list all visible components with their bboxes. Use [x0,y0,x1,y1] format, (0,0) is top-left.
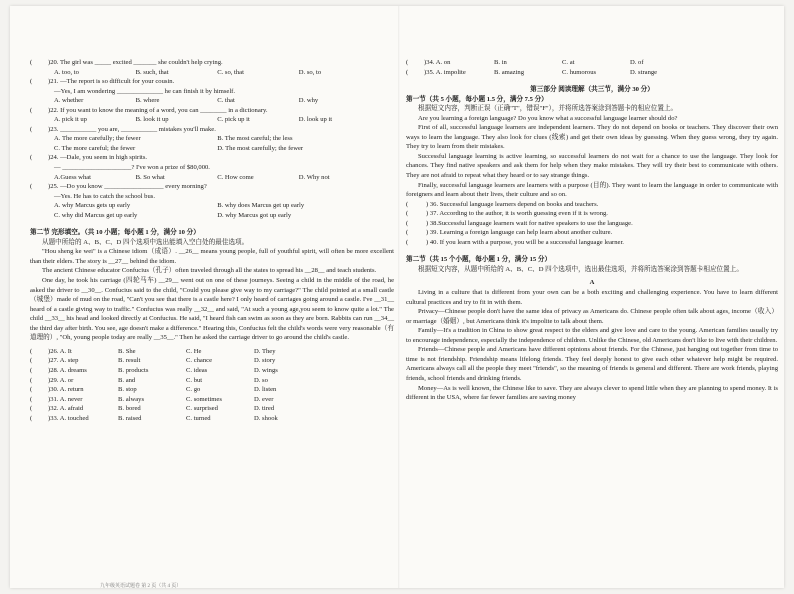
cloze-options [30,347,394,423]
option: A. The more carefully; the fewer [54,135,141,143]
right-column [406,58,778,403]
tf-item [406,238,778,248]
cloze-option-row [406,58,778,68]
passage-a-label: A [589,279,595,287]
cloze-option-row [30,404,394,414]
cloze-option-row [30,356,394,366]
answer-paren: ( [406,238,409,246]
option: C. How come [217,173,254,181]
option-a: )30. A. return [48,386,84,394]
cloze-paragraph: "Hou sheng ke wei" is a Chinese idiom（成语）. __26__ means young people, full of youthful spirit, will often be more excellent than their elders. The story is __27__ behind the idiom. [30,248,394,265]
answer-paren: ( [30,78,33,86]
option-c: C. ideas [186,366,208,374]
mc-question [30,77,394,87]
question-stem: )20. The girl was _____ excited _______ she couldn't help crying. [48,59,223,66]
mc-question [30,125,394,135]
tf-statement: ) 37. According to the author, it is worth guessing even if it is wrong. [426,210,608,218]
answer-paren: ( [30,414,33,422]
mc-question [30,58,394,68]
option-d: D. ever [254,395,274,403]
option-a: )27. A. step [48,357,79,365]
tf-item [406,209,778,219]
option: A. too, to [54,68,79,76]
passage-paragraph: Finally, successful language learners are learners with a purpose (目的). They want to learn the language in order to communicate with foreigners and learn about their lives, their culture and so on. [406,181,778,199]
option: B. The most careful; the less [217,135,293,143]
option-d: D. tired [254,405,275,413]
option-d: D. wings [254,366,278,374]
option-row [30,134,394,144]
option-d: D. strange [630,68,658,76]
section2-title: 第二节 完形填空。（共 10 小题；每小题 1 分，满分 10 分） [30,229,200,237]
option: B. So what [135,173,165,181]
option-a: )35. A. impolite [424,68,466,76]
passage-paragraph: Living in a culture that is different from your own can be a both exciting and challenging experience. You have to learn different cultural practices and try to fit in with them. [406,289,778,306]
option-b: B. amazing [494,68,525,76]
option-d: D. of [630,59,644,66]
option-d: D. so [254,376,268,384]
option: C. so, that [217,68,244,76]
cloze-paragraph: One day, he took his carriage (四轮马车) __29__ went out on one of these journeys. Seeing a child in the middle of the road, he asked the driver to __30__. Confucius said to the child, "Could you please give way to my carriage?" The child pointed at a small castle （城堡）made of mud on the road, "Can't you see that there is a castle here? I only heard of carriages going around a castle. I've __31__ heard of a castle giving way to traffic." Confucius was really __32__ and said, "At such a young age,you seem to know quite a lot." The child __33__ his head and looked directly at Confucius. He said, "I heard fish can swim as soon as they are born. Rabbits can run __34__ the third day after birth. You see, age doesn't make a difference." Hearing this, Confucius felt the child's words were very reasonable（有道理的）, "Oh, young people today are really __35__." Then he asked the carriage driver to go around the child's castle. [30,277,394,342]
option: B. why does Marcus get up early [217,202,305,210]
option-d: D. listen [254,386,277,394]
mc-question [30,182,394,192]
option-a: )26. A. It [48,347,72,355]
option-d: D. story [254,357,276,365]
option-c: C. humorous [562,68,597,76]
answer-paren: ( [406,59,409,66]
option: D. The most carefully; the fewer [217,144,304,152]
option-b: B. She [118,347,136,355]
question-stem: )23. ___________ you are, ___________ mistakes you'll make. [48,125,216,133]
option: C. The more careful; the fewer [54,144,136,152]
option: C. why did Marcus get up early [54,211,138,219]
option-b: B. in [494,59,507,66]
tf-statement: ) 38.Successful language learners wait for native speakers to use the language. [426,219,633,227]
true-false-items [406,200,778,248]
option-c: C. sometimes [186,395,222,403]
mc-question [30,153,394,163]
option-row [30,144,394,154]
option-row [30,201,394,211]
passage-paragraph: First of all, successful language learners are independent learners. They do not depend on books or teachers. They discover their own ways to learn the language. They also look for clues (线索) and get their own ideas by guessing. When they guess wrong, they try again. They try to learn from their mistakes. [406,124,778,151]
question-stem: )22. If you want to know the meaning of a word, you can ________ in a dictionary. [48,106,268,114]
answer-paren: ( [30,366,33,374]
option: A. why Marcus gets up early [54,202,131,210]
option-row [30,115,394,125]
option-row [30,96,394,106]
option-c: C. chance [186,357,212,365]
reading-section2-instruction: 根据短文内容，从题中所给的 A、B、C、D 四个选项中，选出最佳选项，并将所选答案涂到答题卡相应位置上。 [418,265,743,273]
answer-paren: ( [406,229,409,237]
tf-statement: ) 39. Learning a foreign language can help learn about another culture. [426,229,613,237]
option: B. such, that [135,68,169,76]
cloze-option-row [406,68,778,78]
option: D. Why not [298,173,330,181]
page-footer: 九年级英语试题卷 第 2 页（共 4 页） [100,584,182,589]
answer-paren: ( [30,106,33,114]
option-d: D. They [254,347,276,355]
option: C. pick up it [217,116,250,124]
answer-paren: ( [30,405,33,413]
option-a: )32. A. afraid [48,405,84,413]
question-stem: )25. —Do you know __________________ every morning? [48,183,207,191]
multiple-choice-list [30,58,394,220]
option: A.Guess what [54,173,91,181]
answer-paren: ( [30,183,33,191]
cloze-option-row [30,414,394,424]
question-stem: )21. —The report is so difficult for your cousin. [48,78,175,86]
passage-paragraph: Friends—Chinese people and Americans have different opinions about friends. For the Chinese, just hanging out together from time to time is not friendship. Friendship means lifelong friends. They feel deeply honest to give each other whatever help might be required. Americans always call all the people they meet "friends", so the meaning of friends is general and different. There are work friends, playing friends, school friends and drinking friends. [406,346,778,382]
option-c: C. He [186,347,202,355]
tf-item [406,200,778,210]
tf-item [406,219,778,229]
option-b: B. bored [118,405,141,413]
answer-paren: ( [30,376,33,384]
option: D. why Marcus got up early [217,211,292,219]
tf-item [406,228,778,238]
reading-section2-title: 第二节（共 15 个小题，每小题 1 分，满分 15 分） [406,256,552,264]
option-d: D. shook [254,414,278,422]
mc-question [30,106,394,116]
question-stem: )24. —Dale, you seem in high spirits. [48,154,148,162]
option: A. whether [54,97,84,105]
option-b: B. products [118,366,149,374]
option: A. pick it up [54,116,87,124]
cloze-option-row [30,376,394,386]
option: C. that [217,97,235,105]
option-row [30,68,394,78]
option-c: C. surprised [186,405,218,413]
part3-title: 第三部分 阅读理解（共三节，满分 30 分） [530,86,654,94]
question-extra: —Yes, I am wondering ______________ he can finish it by himself. [54,87,236,95]
option-c: C. at [562,59,575,66]
tf-statement: ) 36. Successful language learners depend on books and teachers. [426,200,599,208]
option: D. look up it [298,116,333,124]
section2-instruction: 从题中所给的 A、B、C、D 四个选项中选出能填入空白处的最佳选项。 [42,238,249,246]
option: B. look it up [135,116,169,124]
reading-section1-title: 第一节（共 5 小题，每小题 1.5 分，满分 7.5 分） [406,95,548,103]
option-c: C. but [186,376,203,384]
answer-paren: ( [406,210,409,218]
option-b: B. and [118,376,136,384]
passage-paragraph: Are you learning a foreign language? Do you know what a successful language learner should do? [418,114,678,122]
answer-paren: ( [30,154,33,162]
answer-paren: ( [30,347,33,355]
cloze-option-row [30,366,394,376]
option-b: B. always [118,395,145,403]
passage-paragraph: Family—It's a tradition in China to show great respect to the elders and give love and care to the young. American families usually try to encourage independence, especially the independence of children. Unlike the Chinese, old Americans don't like to live with their children. [406,327,778,344]
answer-paren: ( [30,395,33,403]
cloze-option-row [30,395,394,405]
option-a: )34. A. on [424,59,451,66]
passage-paragraph: Money—As is well known, the Chinese like to save. They are always clever to spend little when they are planning to spend money. It is different in the USA, where far fewer families are saving money [406,384,778,402]
passage-paragraph: Successful language learning is active learning, so successful learners do not wait for a chance to use the language. They look for chances. They find native speakers and ask them for help when they make mistakes. They will try their best to communicate with others. They are not afraid to repeat what they heard or to say strange things. [406,152,778,180]
answer-paren: ( [406,200,409,208]
cloze-passage [30,247,394,342]
answer-paren: ( [30,125,33,133]
option-c: C. turned [186,414,211,422]
cloze-paragraph: The ancient Chinese educator Confucius（孔子）often traveled through all the states to spread his __28__ and teach students. [42,267,377,275]
answer-paren: ( [406,219,409,227]
option-a: )29. A. or [48,376,74,384]
left-column [30,58,394,423]
answer-paren: ( [30,59,33,66]
option-b: B. result [118,357,141,365]
cloze-options-continued [406,58,778,77]
option-b: B. raised [118,414,142,422]
option-row [30,173,394,183]
reading-section1-instruction: 根据短文内容，判断正误（正确"T"，错误"F"），并将所选答案涂到答题卡的相应位置上。 [418,105,678,113]
passage-paragraph: Privacy—Chinese people don't have the same idea of privacy as Americans do. Chinese people often talk about ages, income（收入）or marriage（婚姻）, but Americans think it's impolite to talk about them. [406,308,778,325]
cloze-option-row [30,347,394,357]
option-a: )33. A. touched [48,414,89,422]
option: D. why [298,97,319,105]
answer-paren: ( [30,357,33,365]
option: B. where [135,97,160,105]
reading-passage-1 [406,114,778,200]
exam-sheet [10,6,784,588]
option-a: )31. A. never [48,395,83,403]
option-c: C. go [186,386,201,394]
option-b: B. stop [118,386,137,394]
tf-statement: ) 40. If you learn with a purpose, you will be a successful language learner. [426,238,624,246]
answer-paren: ( [406,68,409,76]
answer-paren: ( [30,386,33,394]
option-row [30,211,394,221]
option: D. so, to [298,68,322,76]
option-a: )28. A. dreams [48,366,87,374]
question-extra: —Yes. He has to catch the school bus. [54,192,155,200]
reading-passage-a [406,288,778,403]
question-extra: — _____________________? I've won a prize of $80,000. [54,164,210,172]
page-fold [398,6,400,588]
cloze-option-row [30,385,394,395]
